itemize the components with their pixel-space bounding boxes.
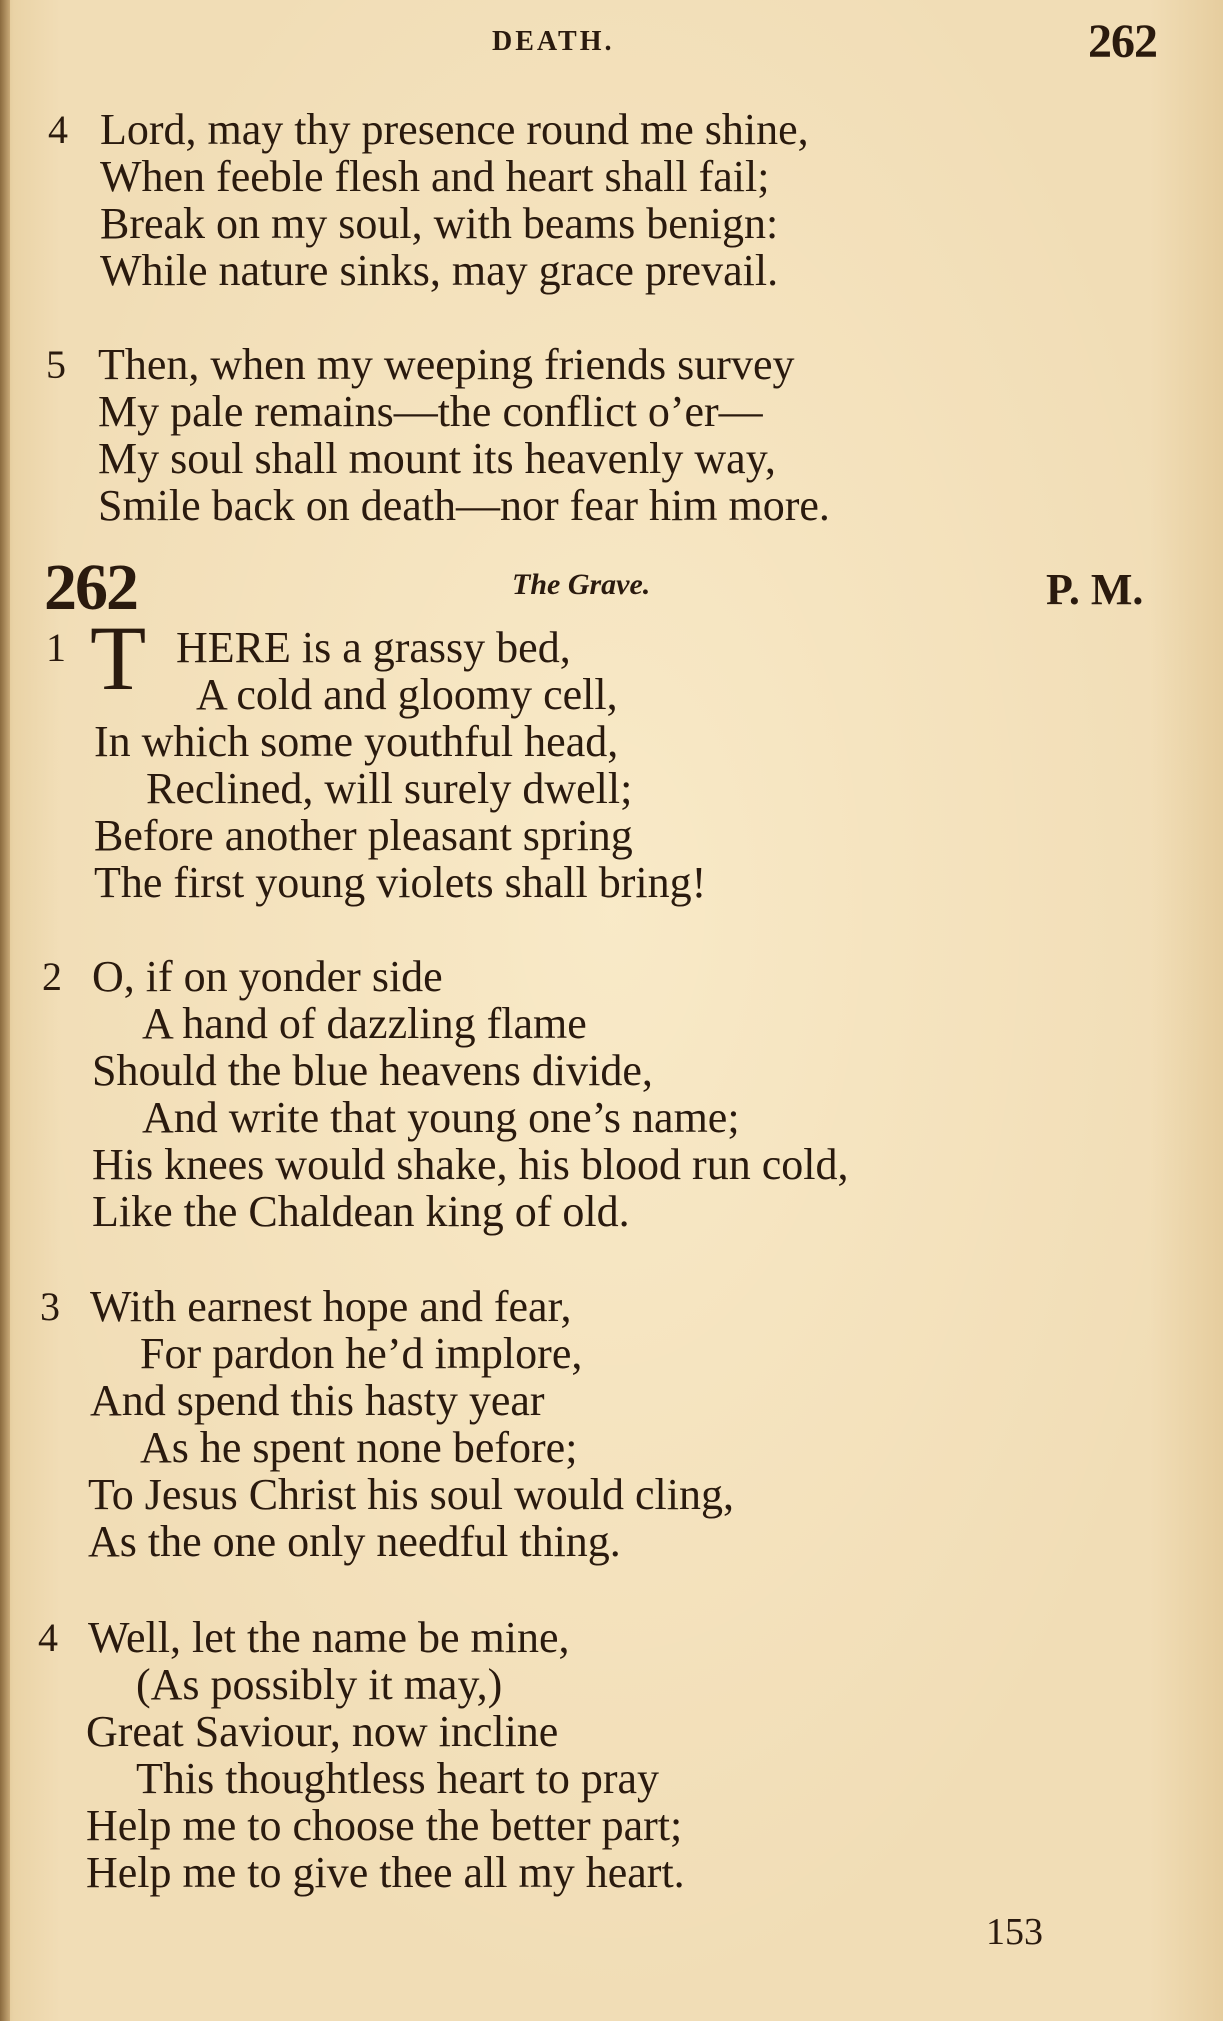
page-number: 153 — [986, 1911, 1043, 1953]
verse-line: As the one only needful thing. — [88, 1517, 621, 1566]
hymn-title: The Grave. — [512, 568, 651, 601]
verse-line: This thoughtless heart to pray — [136, 1754, 660, 1803]
verse-line: And write that young one’s name; — [142, 1093, 740, 1142]
verse-line: The first young violets shall bring! — [94, 858, 707, 907]
verse-line: Smile back on death—nor fear him more. — [98, 481, 830, 530]
verse-line: (As possibly it may,) — [136, 1660, 503, 1709]
verse-line: Reclined, will surely dwell; — [146, 764, 633, 813]
stanza-number: 2 — [42, 954, 62, 999]
page-hymn-number: 262 — [1088, 15, 1157, 68]
verse-line: As he spent none before; — [140, 1423, 578, 1472]
verse-line: My pale remains—the conflict o’er— — [98, 387, 763, 436]
drop-cap: T — [90, 607, 147, 709]
verse-line: A hand of dazzling flame — [142, 999, 587, 1048]
verse-line: Help me to choose the better part; — [86, 1801, 683, 1850]
stanza-number: 4 — [48, 107, 68, 152]
hymn-meter: P. M. — [1046, 565, 1144, 614]
verse-line: Break on my soul, with beams benign: — [100, 199, 779, 248]
verse-line: Lord, may thy presence round me shine, — [100, 105, 809, 154]
verse-line: O, if on yonder side — [92, 952, 443, 1001]
verse-line: My soul shall mount its heavenly way, — [98, 434, 776, 483]
verse-line: Before another pleasant spring — [94, 811, 633, 860]
verse-line: Should the blue heavens divide, — [92, 1046, 653, 1095]
running-title: DEATH. — [492, 26, 615, 57]
verse-line: Help me to give thee all my heart. — [86, 1848, 685, 1897]
verse-line: Then, when my weeping friends survey — [98, 340, 795, 389]
verse-line: Like the Chaldean king of old. — [92, 1187, 630, 1236]
verse-line: Well, let the name be mine, — [88, 1613, 570, 1662]
verse-line: A cold and gloomy cell, — [196, 670, 618, 719]
stanza-number: 3 — [40, 1284, 60, 1329]
verse-line: While nature sinks, may grace prevail. — [100, 246, 779, 295]
verse-line: And spend this hasty year — [90, 1376, 545, 1425]
verse-line: When feeble flesh and heart shall fail; — [100, 152, 770, 201]
verse-line: Great Saviour, now incline — [86, 1707, 559, 1756]
page-spine-edge — [0, 0, 10, 2021]
verse-line: In which some youthful head, — [94, 717, 619, 766]
stanza-number: 5 — [46, 342, 66, 387]
hymn-number: 262 — [44, 551, 137, 624]
verse-line: To Jesus Christ his soul would cling, — [88, 1470, 734, 1519]
stanza-number: 4 — [38, 1615, 58, 1660]
stanza-number: 1 — [46, 625, 66, 670]
verse-line: For pardon he’d implore, — [140, 1329, 583, 1378]
verse-line: His knees would shake, his blood run cold, — [92, 1140, 849, 1189]
verse-line: HERE is a grassy bed, — [176, 623, 571, 672]
verse-line: With earnest hope and fear, — [90, 1282, 572, 1331]
